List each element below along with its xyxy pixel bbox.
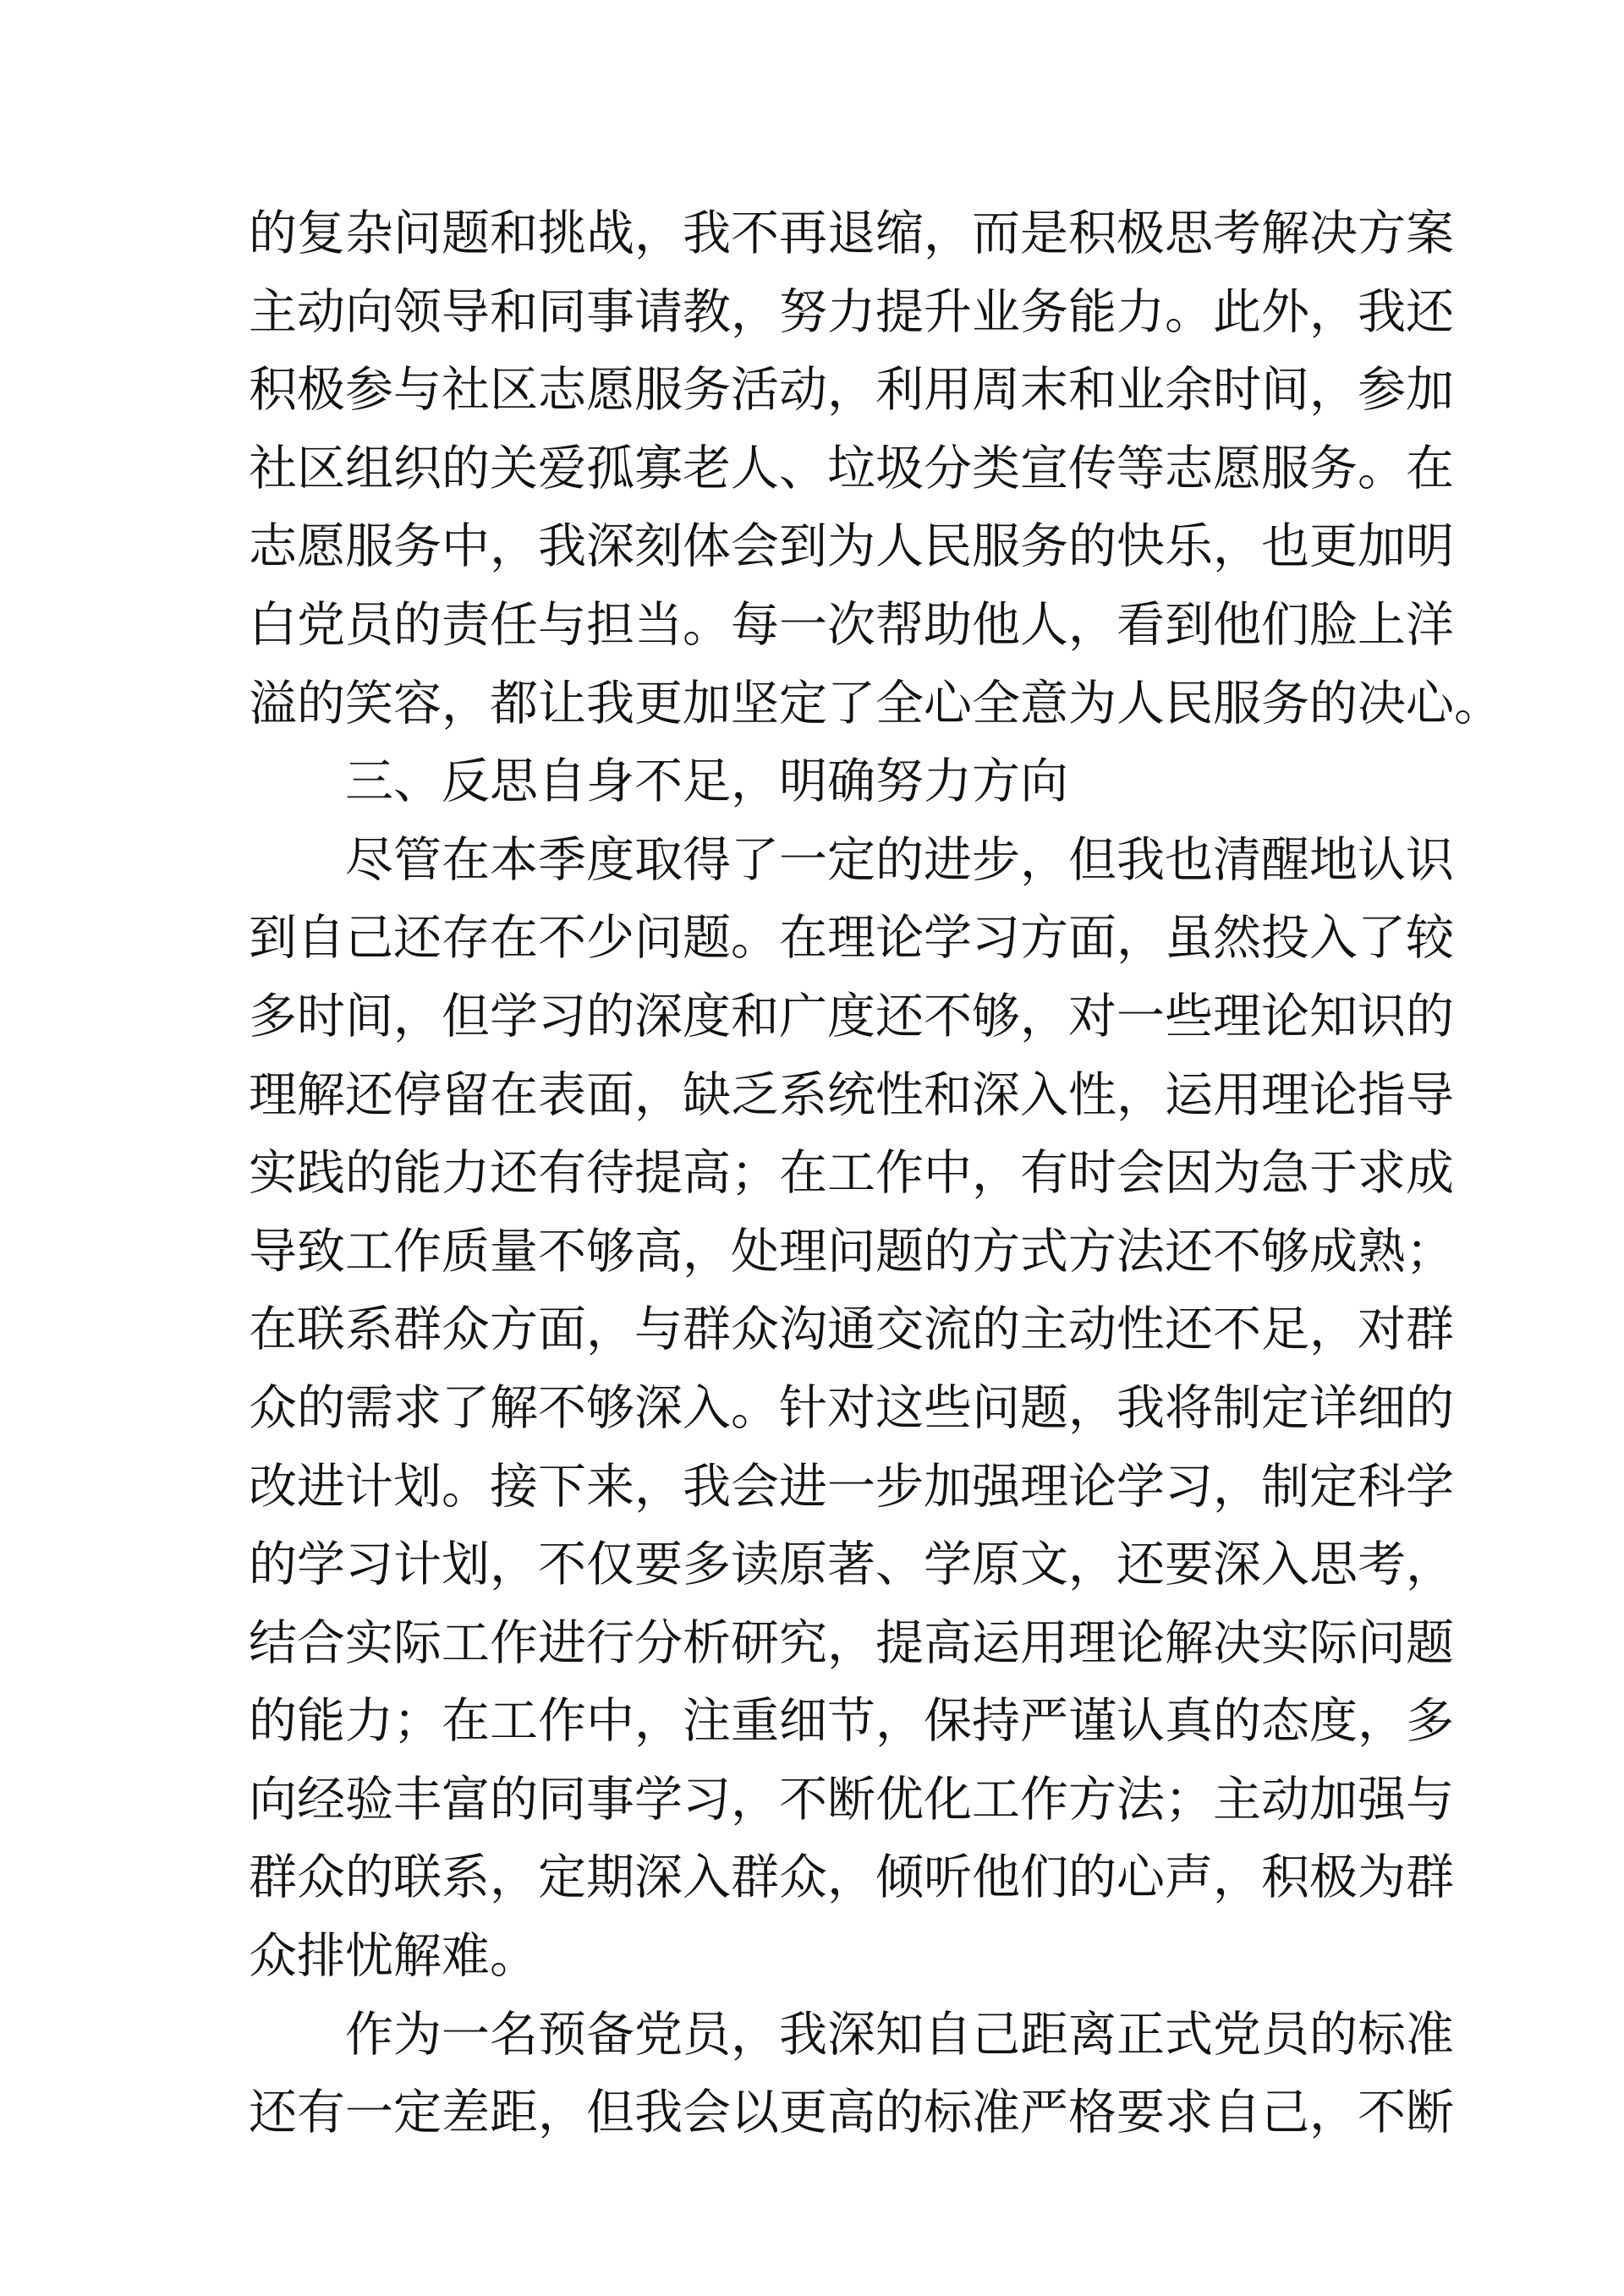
text-line: 的能力；在工作中，注重细节，保持严谨认真的态度，多 — [249, 1693, 1454, 1750]
text-line: 作为一名预备党员，我深知自己距离正式党员的标准 — [345, 2006, 1454, 2063]
text-line: 的学习计划，不仅要多读原著、学原文，还要深入思考， — [249, 1537, 1454, 1593]
text-line: 志愿服务中，我深刻体会到为人民服务的快乐，也更加明 — [249, 518, 1454, 575]
section-heading: 三、反思自身不足，明确努力方向 — [345, 753, 1068, 810]
text-line: 在联系群众方面，与群众沟通交流的主动性还不足，对群 — [249, 1301, 1454, 1358]
text-line: 结合实际工作进行分析研究，提高运用理论解决实际问题 — [249, 1614, 1454, 1671]
text-line: 实践的能力还有待提高；在工作中，有时会因为急于求成 — [249, 1145, 1454, 1202]
text-line: 主动向领导和同事请教，努力提升业务能力。此外，我还 — [249, 283, 1454, 340]
text-line: 白党员的责任与担当。每一次帮助他人，看到他们脸上洋 — [249, 596, 1454, 653]
text-line: 溢的笑容，都让我更加坚定了全心全意为人民服务的决心。 — [249, 675, 1502, 732]
text-line: 积极参与社区志愿服务活动，利用周末和业余时间，参加 — [249, 362, 1454, 419]
text-line: 向经验丰富的同事学习，不断优化工作方法；主动加强与 — [249, 1771, 1454, 1827]
text-line: 众的需求了解不够深入。针对这些问题，我将制定详细的 — [249, 1379, 1454, 1436]
text-line: 导致工作质量不够高，处理问题的方式方法还不够成熟； — [249, 1223, 1454, 1280]
body-text — [249, 195, 1502, 2152]
text-line: 的复杂问题和挑战，我不再退缩，而是积极思考解决方案 — [249, 205, 1454, 261]
text-line: 到自己还存在不少问题。在理论学习方面，虽然投入了较 — [249, 910, 1454, 967]
text-line: 多时间，但学习的深度和广度还不够，对一些理论知识的 — [249, 988, 1454, 1044]
text-line: 社区组织的关爱孤寡老人、垃圾分类宣传等志愿服务。在 — [249, 440, 1454, 496]
text-line: 理解还停留在表面，缺乏系统性和深入性，运用理论指导 — [249, 1066, 1454, 1123]
text-line: 众排忧解难。 — [249, 1928, 538, 1985]
text-line: 群众的联系，定期深入群众，倾听他们的心声，积极为群 — [249, 1849, 1454, 1906]
text-line: 尽管在本季度取得了一定的进步，但我也清醒地认识 — [345, 831, 1454, 888]
text-line: 改进计划。接下来，我会进一步加强理论学习，制定科学 — [249, 1458, 1454, 1515]
text-line: 还有一定差距，但我会以更高的标准严格要求自己，不断 — [249, 2085, 1454, 2141]
